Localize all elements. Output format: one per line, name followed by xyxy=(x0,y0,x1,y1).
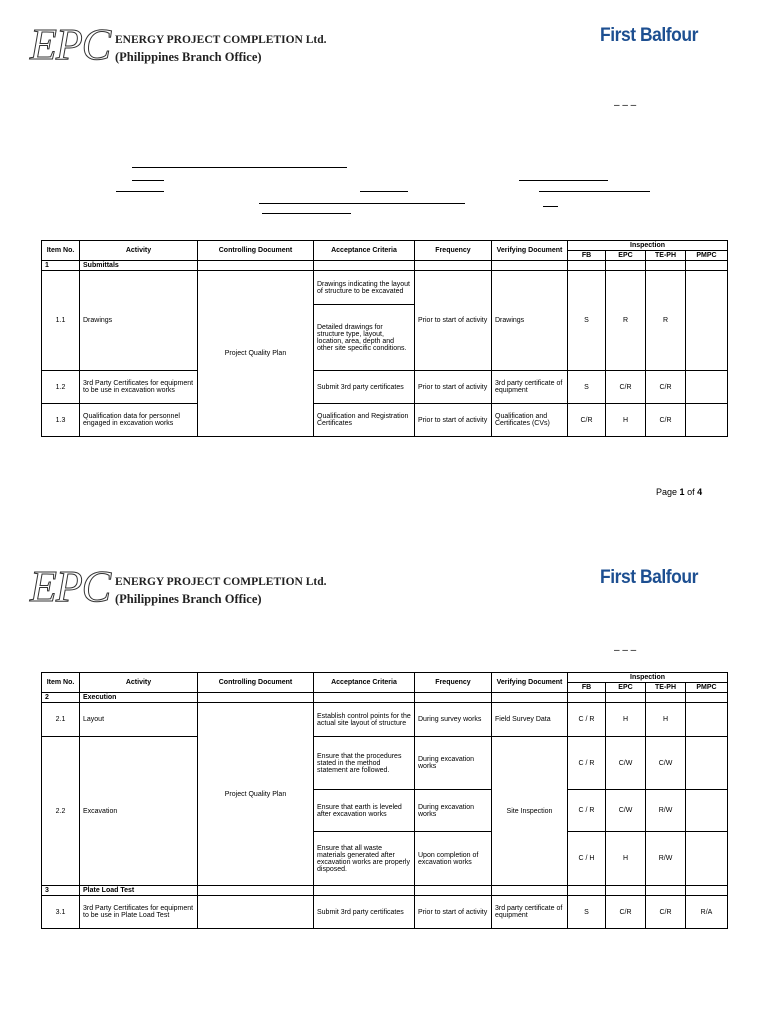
col-frequency: Frequency xyxy=(415,673,492,693)
col-pmpc: PMPC xyxy=(686,251,728,261)
teph-cell: C/R xyxy=(646,896,686,929)
form-line xyxy=(259,203,465,204)
verifying-document-cell: Field Survey Data xyxy=(492,703,568,737)
acceptance-criteria-cell: Ensure that the procedures stated in the method statement are followed. xyxy=(314,737,415,790)
form-line xyxy=(132,167,347,168)
form-line xyxy=(116,191,164,192)
teph-cell: R/W xyxy=(646,832,686,886)
col-activity: Activity xyxy=(80,673,198,693)
activity-cell: Qualification data for personnel engaged in excavation works xyxy=(80,404,198,437)
table-row xyxy=(42,737,728,790)
col-epc: EPC xyxy=(606,683,646,693)
col-verifying-document: Verifying Document xyxy=(492,241,568,261)
col-item-no: Item No. xyxy=(42,673,80,693)
table-row xyxy=(42,271,728,305)
date-dashes: – – – xyxy=(614,645,637,656)
item-no: 1.3 xyxy=(42,404,80,437)
item-no: 1.1 xyxy=(42,271,80,371)
activity-cell: 3rd Party Certificates for equipment to be use in excavation works xyxy=(80,371,198,404)
teph-cell: R xyxy=(646,271,686,371)
pmpc-cell xyxy=(686,832,728,886)
table-row xyxy=(42,371,728,404)
form-line xyxy=(360,191,408,192)
section-no: 2 xyxy=(42,693,80,703)
section-row xyxy=(42,693,728,703)
verifying-document-cell: Qualification and Certificates (CVs) xyxy=(492,404,568,437)
epc-cell: R xyxy=(606,271,646,371)
company-line-2: (Philippines Branch Office) xyxy=(115,50,262,64)
verifying-document-cell: Site Inspection xyxy=(492,737,568,886)
col-controlling-document: Controlling Document xyxy=(198,673,314,693)
company-name xyxy=(115,32,327,66)
fb-cell: S xyxy=(568,896,606,929)
pmpc-cell xyxy=(686,404,728,437)
controlling-document-cell: Project Quality Plan xyxy=(198,271,314,437)
first-balfour-logo: First Balfour xyxy=(600,25,698,46)
form-line xyxy=(519,180,608,181)
fb-cell: C / R xyxy=(568,703,606,737)
frequency-cell: During excavation works xyxy=(415,737,492,790)
date-dashes: – – – xyxy=(614,100,637,111)
item-no: 1.2 xyxy=(42,371,80,404)
frequency-cell: Upon completion of excavation works xyxy=(415,832,492,886)
fb-cell: C/R xyxy=(568,404,606,437)
col-item-no: Item No. xyxy=(42,241,80,261)
col-teph: TE-PH xyxy=(646,251,686,261)
acceptance-criteria-cell: Submit 3rd party certificates xyxy=(314,896,415,929)
table-row xyxy=(42,404,728,437)
frequency-cell: Prior to start of activity xyxy=(415,371,492,404)
section-title: Plate Load Test xyxy=(80,886,198,896)
teph-cell: C/R xyxy=(646,404,686,437)
itp-table-page-2 xyxy=(41,672,728,929)
activity-cell: Layout xyxy=(80,703,198,737)
pmpc-cell xyxy=(686,790,728,832)
itp-table-page-1 xyxy=(41,240,728,437)
acceptance-criteria-cell: Submit 3rd party certificates xyxy=(314,371,415,404)
col-epc: EPC xyxy=(606,251,646,261)
company-line-1: ENERGY PROJECT COMPLETION Ltd. xyxy=(115,34,327,46)
frequency-cell: Prior to start of activity xyxy=(415,271,492,371)
epc-logo: EPC xyxy=(30,20,111,69)
frequency-cell: Prior to start of activity xyxy=(415,896,492,929)
section-title: Execution xyxy=(80,693,198,703)
acceptance-criteria-cell: Qualification and Registration Certificates xyxy=(314,404,415,437)
form-line xyxy=(132,180,164,181)
col-frequency: Frequency xyxy=(415,241,492,261)
pmpc-cell xyxy=(686,737,728,790)
company-name xyxy=(115,574,327,608)
col-inspection: Inspection xyxy=(568,241,728,251)
col-fb: FB xyxy=(568,251,606,261)
verifying-document-cell: 3rd party certificate of equipment xyxy=(492,371,568,404)
table-row xyxy=(42,703,728,737)
col-fb: FB xyxy=(568,683,606,693)
col-verifying-document: Verifying Document xyxy=(492,673,568,693)
acceptance-criteria-cell: Ensure that all waste materials generated after excavation works are properly disposed. xyxy=(314,832,415,886)
verifying-document-cell: Drawings xyxy=(492,271,568,371)
teph-cell: C/W xyxy=(646,737,686,790)
epc-cell: C/W xyxy=(606,737,646,790)
pmpc-cell: R/A xyxy=(686,896,728,929)
acceptance-criteria-cell: Drawings indicating the layout of structure to be excavated xyxy=(314,271,415,305)
item-no: 2.2 xyxy=(42,737,80,886)
activity-cell: 3rd Party Certificates for equipment to be use in Plate Load Test xyxy=(80,896,198,929)
page-2 xyxy=(0,512,768,1024)
epc-cell: C/W xyxy=(606,790,646,832)
first-balfour-logo: First Balfour xyxy=(600,567,698,588)
activity-cell: Excavation xyxy=(80,737,198,886)
col-acceptance-criteria: Acceptance Criteria xyxy=(314,241,415,261)
frequency-cell: During survey works xyxy=(415,703,492,737)
pmpc-cell xyxy=(686,371,728,404)
form-line xyxy=(543,206,558,207)
acceptance-criteria-cell: Ensure that earth is leveled after excavation works xyxy=(314,790,415,832)
teph-cell: R/W xyxy=(646,790,686,832)
activity-cell: Drawings xyxy=(80,271,198,371)
fb-cell: S xyxy=(568,371,606,404)
acceptance-criteria-cell: Establish control points for the actual site layout of structure xyxy=(314,703,415,737)
epc-cell: C/R xyxy=(606,371,646,404)
epc-cell: H xyxy=(606,404,646,437)
col-pmpc: PMPC xyxy=(686,683,728,693)
fb-cell: S xyxy=(568,271,606,371)
epc-cell: C/R xyxy=(606,896,646,929)
company-line-1: ENERGY PROJECT COMPLETION Ltd. xyxy=(115,576,327,588)
section-title: Submittals xyxy=(80,261,198,271)
item-no: 2.1 xyxy=(42,703,80,737)
section-no: 1 xyxy=(42,261,80,271)
pmpc-cell xyxy=(686,703,728,737)
frequency-cell: Prior to start of activity xyxy=(415,404,492,437)
fb-cell: C / R xyxy=(568,737,606,790)
col-acceptance-criteria: Acceptance Criteria xyxy=(314,673,415,693)
frequency-cell: During excavation works xyxy=(415,790,492,832)
col-controlling-document: Controlling Document xyxy=(198,241,314,261)
epc-cell: H xyxy=(606,832,646,886)
table-row xyxy=(42,896,728,929)
col-teph: TE-PH xyxy=(646,683,686,693)
epc-logo: EPC xyxy=(30,562,111,611)
acceptance-criteria-cell: Detailed drawings for structure type, layout, location, area, depth and other site specific conditions. xyxy=(314,305,415,371)
epc-cell: H xyxy=(606,703,646,737)
form-line xyxy=(262,213,351,214)
verifying-document-cell: 3rd party certificate of equipment xyxy=(492,896,568,929)
section-row xyxy=(42,886,728,896)
page-number: Page 1 of 4 xyxy=(656,487,703,497)
controlling-document-cell: Project Quality Plan xyxy=(198,703,314,886)
col-inspection: Inspection xyxy=(568,673,728,683)
teph-cell: H xyxy=(646,703,686,737)
fb-cell: C / R xyxy=(568,790,606,832)
section-row xyxy=(42,261,728,271)
section-no: 3 xyxy=(42,886,80,896)
item-no: 3.1 xyxy=(42,896,80,929)
form-line xyxy=(539,191,650,192)
teph-cell: C/R xyxy=(646,371,686,404)
company-line-2: (Philippines Branch Office) xyxy=(115,592,262,606)
fb-cell: C / H xyxy=(568,832,606,886)
col-activity: Activity xyxy=(80,241,198,261)
pmpc-cell xyxy=(686,271,728,371)
